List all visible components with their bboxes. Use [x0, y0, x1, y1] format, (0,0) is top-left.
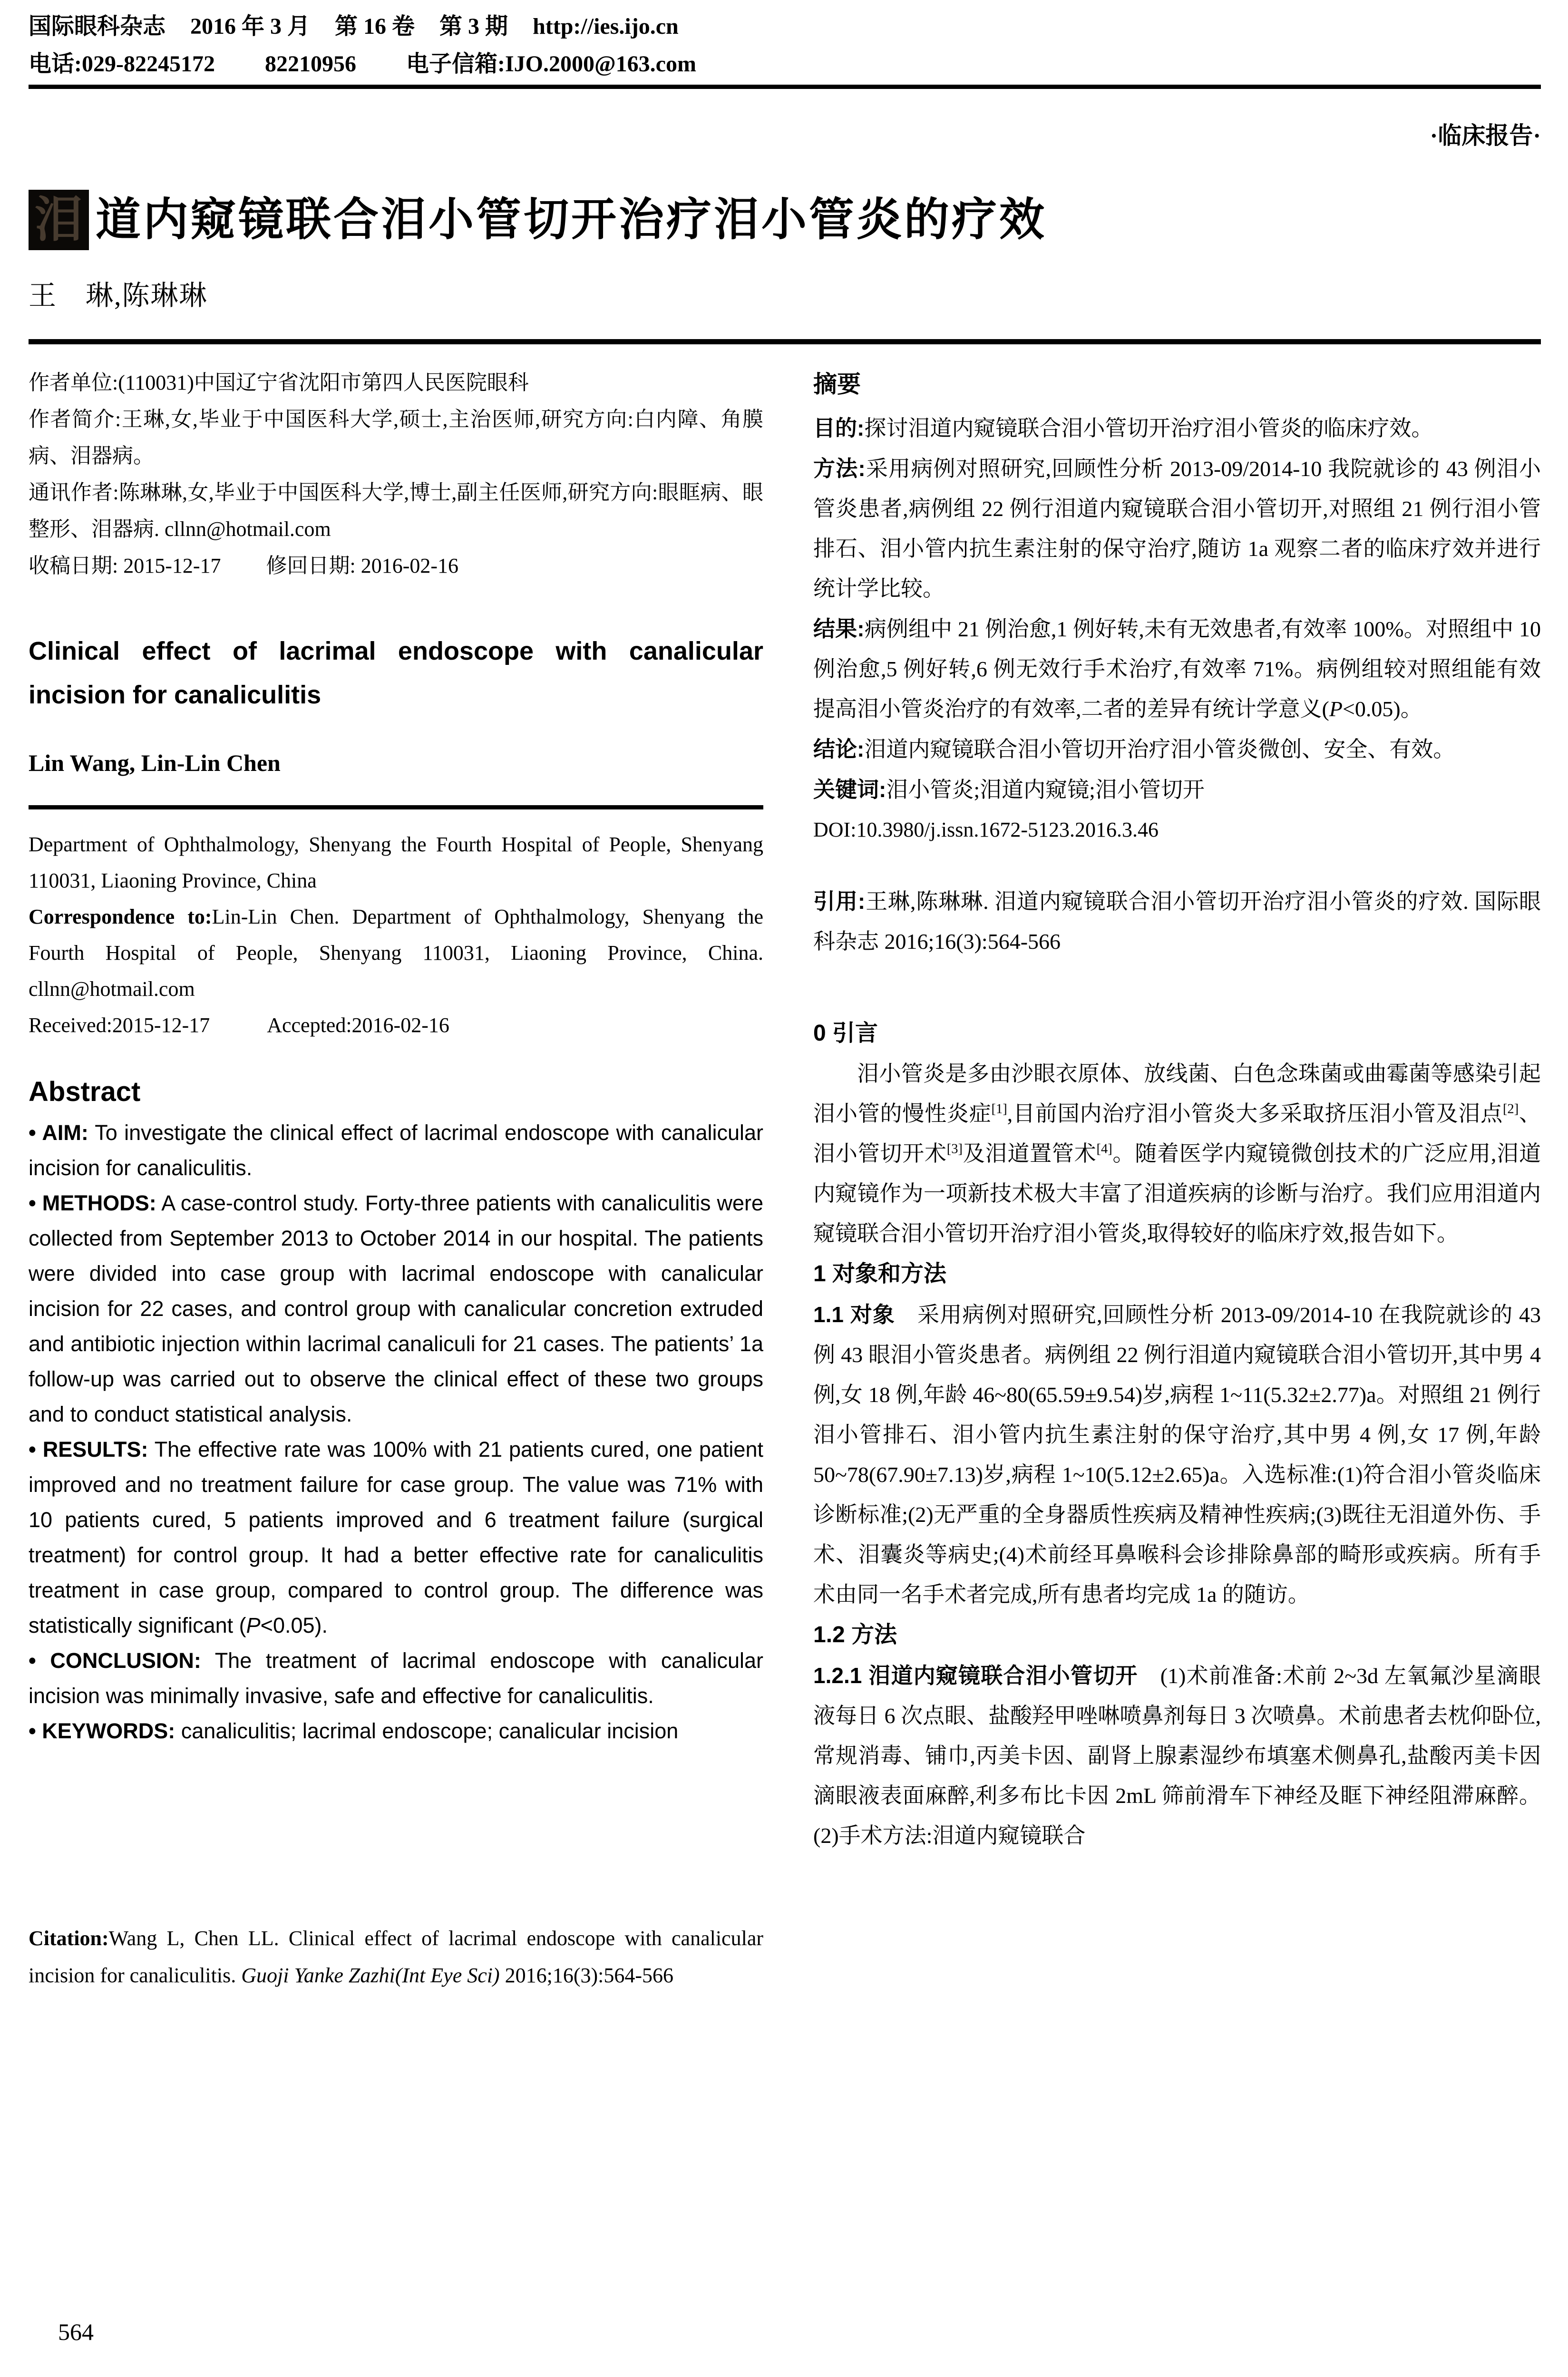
procedure-paragraph: 1.2.1 泪道内窥镜联合泪小管切开 (1)术前准备:术前 2~3d 左氧氟沙星滴眼液每日 6 次点眼、盐酸羟甲唑啉喷鼻剂每日 3 次喷鼻。术前患者去枕仰卧位,常规消毒、铺巾,丙美卡因、副肾上腺素湿纱布填塞术侧鼻孔,盐酸丙美卡因滴眼液表面麻醉,利多布比卡因 2mL 筛前滑车下神经及眶下神经阻滞麻醉。(2)手术方法:泪道内窥镜联合: [813, 1663, 1541, 1848]
citation-english: Citation:Wang L, Chen LL. Clinical effect of lacrimal endoscope with canalicular incision for canaliculitis. Guoji Yanke Zazhi(Int Eye Sci) 2016;16(3):564-566: [29, 1927, 769, 1987]
left-column: [29, 364, 769, 1994]
journal-phone: 电话:029-82245172: [29, 51, 215, 77]
header-line-1: [29, 8, 1541, 40]
article-title-text: 道内窥镜联合泪小管切开治疗泪小管炎的疗效: [96, 194, 1047, 245]
english-title-divider: [29, 805, 763, 809]
article-title: [29, 190, 1541, 250]
journal-website: http://ies.ijo.cn: [533, 14, 679, 39]
accepted-date-en: Accepted:2016-02-16: [267, 1013, 449, 1037]
page-header: [29, 0, 1541, 89]
header-line-2: [29, 45, 1541, 78]
issue-date: 2016 年 3 月: [190, 14, 311, 39]
chinese-abstract-methods: 方法:采用病例对照研究,回顾性分析 2013-09/2014-10 我院就诊的 43 例泪小管炎患者,病例组 22 例行泪道内窥镜联合泪小管切开,对照组 21 例行泪小管排石、泪小管内抗生素注射的保守治疗,随访 1a 观察二者的临床疗效并进行统计学比较。: [813, 456, 1541, 601]
abstract-keywords: • KEYWORDS: canaliculitis; lacrimal endoscope; canalicular incision: [29, 1719, 679, 1743]
received-date-en: Received:2015-12-17: [29, 1013, 210, 1037]
abstract-heading: Abstract: [29, 1076, 141, 1107]
chinese-abstract-objective: 目的:探讨泪道内窥镜联合泪小管切开治疗泪小管炎的临床疗效。: [813, 416, 1433, 440]
english-authors: Lin Wang, Lin-Lin Chen: [29, 750, 281, 776]
column-gutter: [763, 364, 813, 1994]
section-tag: ·临床报告·: [1430, 122, 1541, 149]
citation-chinese: 引用:王琳,陈琳琳. 泪道内窥镜联合泪小管切开治疗泪小管炎的疗效. 国际眼科杂志 2016;16(3):564-566: [813, 889, 1541, 954]
intro-heading: 0 引言: [813, 1021, 878, 1046]
right-column: [813, 364, 1547, 1994]
header-divider: [29, 85, 1541, 89]
corresponding-author-note: 通讯作者:陈琳琳,女,毕业于中国医科大学,博士,副主任医师,研究方向:眼眶病、眼整形、泪器病. cllnn@hotmail.com: [29, 481, 763, 541]
english-affiliation: Department of Ophthalmology, Shenyang the Fourth Hospital of People, Shenyang 110031, Liaoning Province, China: [29, 833, 769, 892]
author-footnotes: [29, 364, 763, 584]
chinese-abstract-results: 结果:病例组中 21 例治愈,1 例好转,未有无效患者,有效率 100%。对照组中 10 例治愈,5 例好转,6 例无效行手术治疗,有效率 71%。病例组较对照组能有效提高泪小管炎治疗的有效率,二者的差异有统计学意义(P<0.05)。: [813, 616, 1547, 721]
author-bio-note: 作者简介:王琳,女,毕业于中国医科大学,硕士,主治医师,研究方向:白内障、角膜病、泪器病。: [29, 408, 763, 468]
methods-subsection-heading: 1.2 方法: [813, 1622, 897, 1647]
correspondence-paragraph: Correspondence to:Lin-Lin Chen. Department of Ophthalmology, Shenyang the Fourth Hospital of People, Shenyang 110031, Liaoning Province, China. cllnn@hotmail.com: [29, 905, 769, 1001]
title-divider: [29, 339, 1541, 344]
abstract-conclusion: • CONCLUSION: The treatment of lacrimal endoscope with canalicular incision was minimally invasive, safe and effective for canaliculitis.: [29, 1648, 769, 1708]
journal-email: 电子信箱:IJO.2000@163.com: [406, 51, 696, 77]
english-title: Clinical effect of lacrimal endoscope with canalicular incision for canaliculitis: [29, 637, 763, 709]
doi: DOI:10.3980/j.issn.1672-5123.2016.3.46: [813, 818, 1159, 841]
journal-phone-alt: 82210956: [264, 51, 356, 77]
article-body: [29, 364, 1547, 1994]
chinese-abstract-heading: 摘要: [813, 371, 861, 398]
received-date-cn: 收稿日期: 2015-12-17: [29, 554, 221, 577]
issue-number: 第 3 期: [439, 14, 508, 39]
chinese-abstract-conclusion: 结论:泪道内窥镜联合泪小管切开治疗泪小管炎微创、安全、有效。: [813, 737, 1455, 761]
chinese-abstract-keywords: 关键词:泪小管炎;泪道内窥镜;泪小管切开: [813, 777, 1205, 802]
intro-paragraph: 泪小管炎是多由沙眼衣原体、放线菌、白色念珠菌或曲霉菌等感染引起泪小管的慢性炎症[1],目前国内治疗泪小管炎大多采取挤压泪小管及泪点[2]、泪小管切开术[3]及泪道置管术[4]。随着医学内窥镜微创技术的广泛应用,泪道内窥镜作为一项新技术极大丰富了泪道疾病的诊断与治疗。我们应用泪道内窥镜联合泪小管切开治疗泪小管炎,取得较好的临床疗效,报告如下。: [813, 1062, 1541, 1246]
authors-chinese: 王 琳,陈琳琳: [29, 280, 208, 311]
manuscript-dates-cn: [29, 547, 763, 584]
title-dropcap-box: 泪: [29, 190, 89, 250]
abstract-results: • RESULTS: The effective rate was 100% with 21 patients cured, one patient improved and no treatment failure for case group. The value was 71% with 10 patients cured, 5 patients improved and 6 treatment failure (surgical treatment) for control group. It had a better effective rate for canaliculitis treatment in case group, compared to control group. The difference was statistically significant (P<0.05).: [29, 1437, 769, 1637]
page-number: 564: [58, 2319, 94, 2345]
abstract-aim: • AIM: To investigate the clinical effect of lacrimal endoscope with canalicular incision for canaliculitis.: [29, 1120, 769, 1180]
methods-section-heading: 1 对象和方法: [813, 1261, 947, 1286]
journal-name: 国际眼科杂志: [29, 14, 166, 39]
revised-date-cn: 修回日期: 2016-02-16: [266, 554, 459, 577]
volume-number: 第 16 卷: [335, 14, 415, 39]
abstract-methods: • METHODS: A case-control study. Forty-three patients with canaliculitis were collected from September 2013 to October 2014 in our hospital. The patients were divided into case group with lacrimal endoscope with canalicular incision for 22 cases, and control group with canalicular concretion extruded and antibiotic injection within lacrimal canaliculi for 21 cases. The patients’ 1a follow-up was carried out to observe the clinical effect of these two groups and to conduct statistical analysis.: [29, 1191, 769, 1426]
manuscript-dates-en: [29, 1007, 763, 1043]
author-affiliation-note: 作者单位:(110031)中国辽宁省沈阳市第四人民医院眼科: [29, 371, 529, 394]
subjects-paragraph: 1.1 对象 采用病例对照研究,回顾性分析 2013-09/2014-10 在我院就诊的 43 例 43 眼泪小管炎患者。病例组 22 例行泪道内窥镜联合泪小管切开,其中男 4 例,女 18 例,年龄 46~80(65.59±9.54)岁,病程 1~11(5.32±2.77)a。对照组 21 例行泪小管排石、泪小管内抗生素注射的保守治疗,其中男 4 例,女 17 例,年龄 50~78(67.90±7.13)岁,病程 1~10(5.12±2.65)a。入选标准:(1)符合泪小管炎临床诊断标准;(2)无严重的全身器质性疾病及精神性疾病;(3)既往无泪道外伤、手术、泪囊炎等病史;(4)术前经耳鼻喉科会诊排除鼻部的畸形或疾病。所有手术由同一名手术者完成,所有患者均完成 1a 的随访。: [813, 1302, 1547, 1607]
